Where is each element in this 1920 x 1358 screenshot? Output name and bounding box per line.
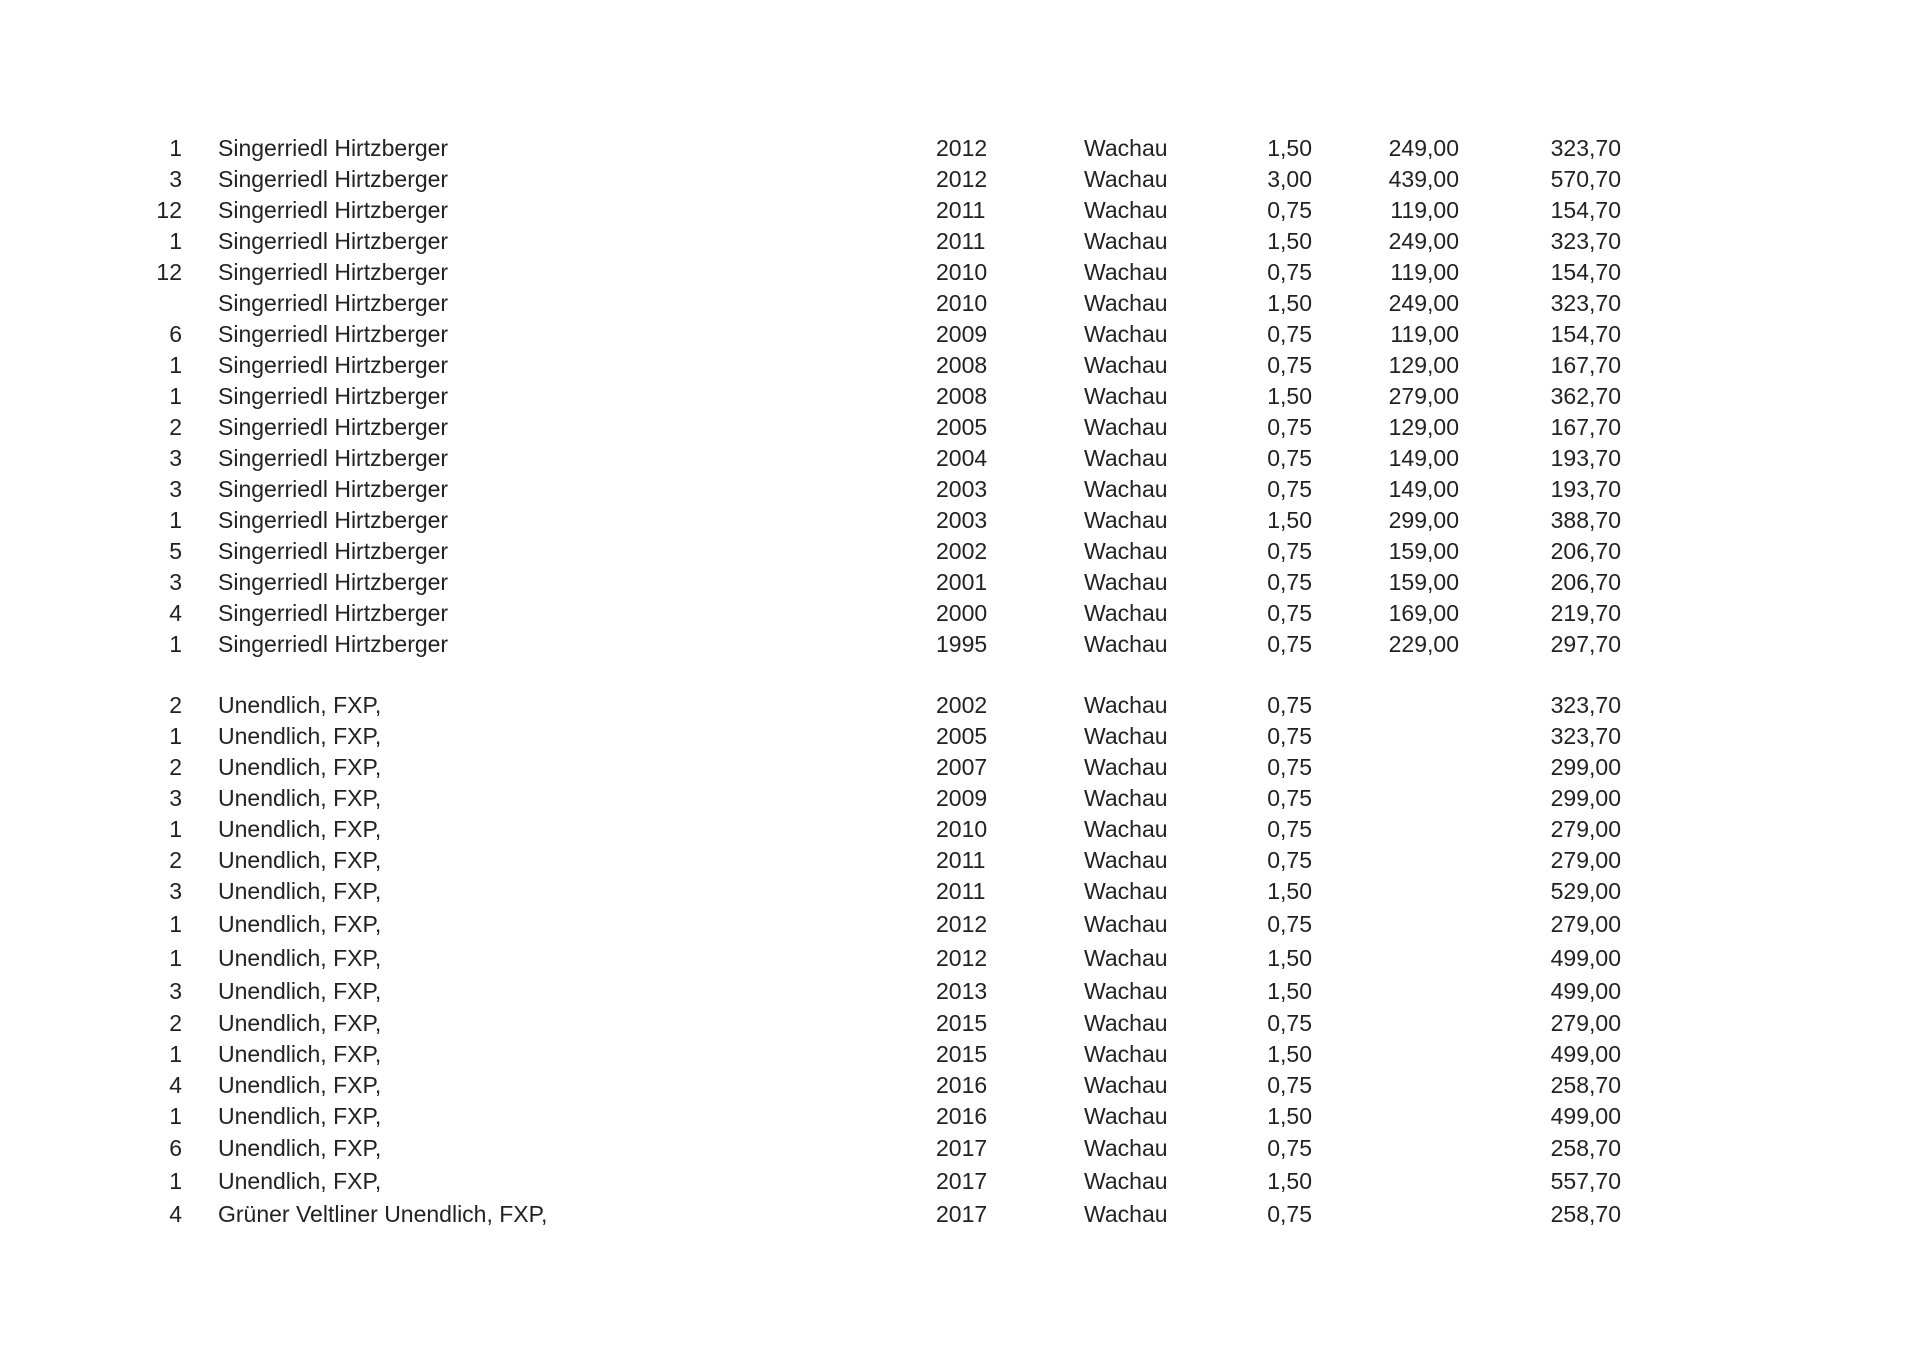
wine-name-cell: Singerriedl Hirtzberger <box>218 600 449 626</box>
bottle-size-cell: 1,50 <box>1267 290 1312 316</box>
vintage-cell: 2008 <box>936 383 988 409</box>
quantity-cell: 12 <box>156 259 182 285</box>
quantity-cell: 1 <box>169 816 182 842</box>
table-row <box>0 1166 1920 1196</box>
net-price-cell: 149,00 <box>1388 445 1459 471</box>
gross-price-cell: 279,00 <box>1550 847 1621 873</box>
wine-name-cell: Unendlich, FXP, <box>218 754 382 780</box>
quantity-cell: 3 <box>169 878 182 904</box>
wine-name-cell: Singerriedl Hirtzberger <box>218 228 449 254</box>
wine-name-cell: Singerriedl Hirtzberger <box>218 166 449 192</box>
vintage-cell: 1995 <box>936 631 988 657</box>
net-price-cell: 119,00 <box>1390 321 1459 347</box>
gross-price-cell: 499,00 <box>1550 945 1621 971</box>
wine-name-cell: Unendlich, FXP, <box>218 945 382 971</box>
bottle-size-cell: 0,75 <box>1267 1010 1312 1036</box>
bottle-size-cell: 1,50 <box>1267 945 1312 971</box>
wine-name-cell: Singerriedl Hirtzberger <box>218 507 449 533</box>
wine-name-cell: Unendlich, FXP, <box>218 723 382 749</box>
vintage-cell: 2011 <box>936 847 986 873</box>
quantity-cell: 3 <box>169 569 182 595</box>
gross-price-cell: 323,70 <box>1550 692 1621 718</box>
wine-name-cell: Singerriedl Hirtzberger <box>218 476 449 502</box>
vintage-cell: 2016 <box>936 1072 988 1098</box>
wine-name-cell: Unendlich, FXP, <box>218 785 382 811</box>
gross-price-cell: 193,70 <box>1550 476 1621 502</box>
region-cell: Wachau <box>1084 1103 1168 1129</box>
net-price-cell: 159,00 <box>1388 569 1459 595</box>
table-row <box>0 976 1920 1006</box>
net-price-cell: 439,00 <box>1388 166 1459 192</box>
gross-price-cell: 388,70 <box>1550 507 1621 533</box>
quantity-cell: 2 <box>169 692 182 718</box>
region-cell: Wachau <box>1084 383 1168 409</box>
region-cell: Wachau <box>1084 723 1168 749</box>
table-row <box>0 288 1920 318</box>
quantity-cell: 1 <box>169 1103 182 1129</box>
gross-price-cell: 299,00 <box>1550 754 1621 780</box>
wine-name-cell: Unendlich, FXP, <box>218 1072 382 1098</box>
wine-name-cell: Unendlich, FXP, <box>218 1041 382 1067</box>
region-cell: Wachau <box>1084 321 1168 347</box>
table-row <box>0 536 1920 566</box>
gross-price-cell: 154,70 <box>1550 197 1621 223</box>
quantity-cell: 1 <box>169 383 182 409</box>
gross-price-cell: 299,00 <box>1550 785 1621 811</box>
table-row <box>0 505 1920 535</box>
gross-price-cell: 323,70 <box>1550 228 1621 254</box>
vintage-cell: 2010 <box>936 816 988 842</box>
bottle-size-cell: 0,75 <box>1267 476 1312 502</box>
bottle-size-cell: 1,50 <box>1267 1103 1312 1129</box>
bottle-size-cell: 0,75 <box>1267 847 1312 873</box>
table-row <box>0 845 1920 875</box>
bottle-size-cell: 0,75 <box>1267 631 1312 657</box>
table-row <box>0 443 1920 473</box>
gross-price-cell: 529,00 <box>1550 878 1621 904</box>
wine-name-cell: Singerriedl Hirtzberger <box>218 569 449 595</box>
vintage-cell: 2002 <box>936 692 988 718</box>
wine-name-cell: Singerriedl Hirtzberger <box>218 538 449 564</box>
region-cell: Wachau <box>1084 785 1168 811</box>
table-row <box>0 909 1920 939</box>
bottle-size-cell: 0,75 <box>1267 197 1312 223</box>
bottle-size-cell: 0,75 <box>1267 445 1312 471</box>
region-cell: Wachau <box>1084 847 1168 873</box>
quantity-cell: 1 <box>169 228 182 254</box>
gross-price-cell: 279,00 <box>1550 816 1621 842</box>
vintage-cell: 2013 <box>936 978 988 1004</box>
gross-price-cell: 154,70 <box>1550 259 1621 285</box>
table-row <box>0 690 1920 720</box>
gross-price-cell: 279,00 <box>1550 1010 1621 1036</box>
bottle-size-cell: 0,75 <box>1267 692 1312 718</box>
vintage-cell: 2004 <box>936 445 988 471</box>
bottle-size-cell: 0,75 <box>1267 600 1312 626</box>
table-row <box>0 814 1920 844</box>
table-row <box>0 1070 1920 1100</box>
net-price-cell: 249,00 <box>1388 290 1459 316</box>
quantity-cell: 3 <box>169 785 182 811</box>
vintage-cell: 2011 <box>936 228 986 254</box>
quantity-cell: 1 <box>169 631 182 657</box>
gross-price-cell: 258,70 <box>1550 1072 1621 1098</box>
vintage-cell: 2012 <box>936 945 988 971</box>
wine-name-cell: Unendlich, FXP, <box>218 1010 382 1036</box>
vintage-cell: 2012 <box>936 135 988 161</box>
gross-price-cell: 167,70 <box>1550 414 1621 440</box>
quantity-cell: 3 <box>169 476 182 502</box>
gross-price-cell: 206,70 <box>1550 569 1621 595</box>
wine-name-cell: Singerriedl Hirtzberger <box>218 383 449 409</box>
net-price-cell: 229,00 <box>1388 631 1459 657</box>
gross-price-cell: 499,00 <box>1550 978 1621 1004</box>
bottle-size-cell: 0,75 <box>1267 911 1312 937</box>
bottle-size-cell: 1,50 <box>1267 507 1312 533</box>
table-row <box>0 195 1920 225</box>
gross-price-cell: 323,70 <box>1550 135 1621 161</box>
vintage-cell: 2017 <box>936 1135 988 1161</box>
table-row <box>0 783 1920 813</box>
gross-price-cell: 570,70 <box>1550 166 1621 192</box>
bottle-size-cell: 1,50 <box>1267 135 1312 161</box>
gross-price-cell: 323,70 <box>1550 290 1621 316</box>
wine-name-cell: Unendlich, FXP, <box>218 978 382 1004</box>
table-row <box>0 1101 1920 1131</box>
table-row <box>0 1199 1920 1229</box>
region-cell: Wachau <box>1084 352 1168 378</box>
wine-name-cell: Singerriedl Hirtzberger <box>218 259 449 285</box>
bottle-size-cell: 0,75 <box>1267 1135 1312 1161</box>
quantity-cell: 1 <box>169 723 182 749</box>
bottle-size-cell: 0,75 <box>1267 816 1312 842</box>
quantity-cell: 1 <box>169 1168 182 1194</box>
wine-name-cell: Singerriedl Hirtzberger <box>218 321 449 347</box>
vintage-cell: 2016 <box>936 1103 988 1129</box>
region-cell: Wachau <box>1084 978 1168 1004</box>
region-cell: Wachau <box>1084 1168 1168 1194</box>
quantity-cell: 12 <box>156 197 182 223</box>
quantity-cell: 2 <box>169 847 182 873</box>
table-row <box>0 1008 1920 1038</box>
table-row <box>0 474 1920 504</box>
region-cell: Wachau <box>1084 135 1168 161</box>
region-cell: Wachau <box>1084 166 1168 192</box>
vintage-cell: 2009 <box>936 321 988 347</box>
bottle-size-cell: 0,75 <box>1267 1201 1312 1227</box>
wine-name-cell: Unendlich, FXP, <box>218 878 382 904</box>
vintage-cell: 2003 <box>936 476 988 502</box>
net-price-cell: 129,00 <box>1388 414 1459 440</box>
quantity-cell: 4 <box>169 1072 182 1098</box>
region-cell: Wachau <box>1084 692 1168 718</box>
table-row <box>0 381 1920 411</box>
region-cell: Wachau <box>1084 1135 1168 1161</box>
bottle-size-cell: 1,50 <box>1267 1168 1312 1194</box>
vintage-cell: 2012 <box>936 166 988 192</box>
table-row <box>0 943 1920 973</box>
gross-price-cell: 499,00 <box>1550 1041 1621 1067</box>
net-price-cell: 249,00 <box>1388 135 1459 161</box>
wine-name-cell: Singerriedl Hirtzberger <box>218 631 449 657</box>
region-cell: Wachau <box>1084 1201 1168 1227</box>
region-cell: Wachau <box>1084 507 1168 533</box>
table-row <box>0 319 1920 349</box>
bottle-size-cell: 0,75 <box>1267 414 1312 440</box>
region-cell: Wachau <box>1084 1072 1168 1098</box>
table-row <box>0 412 1920 442</box>
bottle-size-cell: 0,75 <box>1267 785 1312 811</box>
table-row <box>0 1133 1920 1163</box>
gross-price-cell: 167,70 <box>1550 352 1621 378</box>
bottle-size-cell: 1,50 <box>1267 228 1312 254</box>
wine-name-cell: Singerriedl Hirtzberger <box>218 197 449 223</box>
net-price-cell: 119,00 <box>1390 197 1459 223</box>
wine-name-cell: Unendlich, FXP, <box>218 816 382 842</box>
net-price-cell: 299,00 <box>1388 507 1459 533</box>
bottle-size-cell: 0,75 <box>1267 723 1312 749</box>
region-cell: Wachau <box>1084 1010 1168 1036</box>
gross-price-cell: 279,00 <box>1550 911 1621 937</box>
region-cell: Wachau <box>1084 259 1168 285</box>
table-row <box>0 133 1920 163</box>
net-price-cell: 119,00 <box>1390 259 1459 285</box>
quantity-cell: 2 <box>169 754 182 780</box>
vintage-cell: 2010 <box>936 259 988 285</box>
region-cell: Wachau <box>1084 911 1168 937</box>
vintage-cell: 2009 <box>936 785 988 811</box>
wine-name-cell: Unendlich, FXP, <box>218 1168 382 1194</box>
quantity-cell: 1 <box>169 352 182 378</box>
quantity-cell: 6 <box>169 1135 182 1161</box>
quantity-cell: 4 <box>169 600 182 626</box>
table-row <box>0 752 1920 782</box>
region-cell: Wachau <box>1084 290 1168 316</box>
vintage-cell: 2015 <box>936 1010 988 1036</box>
region-cell: Wachau <box>1084 1041 1168 1067</box>
quantity-cell: 1 <box>169 945 182 971</box>
vintage-cell: 2005 <box>936 723 988 749</box>
vintage-cell: 2005 <box>936 414 988 440</box>
quantity-cell: 2 <box>169 414 182 440</box>
bottle-size-cell: 0,75 <box>1267 352 1312 378</box>
vintage-cell: 2017 <box>936 1201 988 1227</box>
region-cell: Wachau <box>1084 228 1168 254</box>
vintage-cell: 2017 <box>936 1168 988 1194</box>
gross-price-cell: 323,70 <box>1550 723 1621 749</box>
region-cell: Wachau <box>1084 631 1168 657</box>
wine-name-cell: Unendlich, FXP, <box>218 911 382 937</box>
gross-price-cell: 219,70 <box>1550 600 1621 626</box>
quantity-cell: 6 <box>169 321 182 347</box>
net-price-cell: 279,00 <box>1388 383 1459 409</box>
gross-price-cell: 362,70 <box>1550 383 1621 409</box>
table-row <box>0 164 1920 194</box>
region-cell: Wachau <box>1084 878 1168 904</box>
region-cell: Wachau <box>1084 414 1168 440</box>
region-cell: Wachau <box>1084 569 1168 595</box>
vintage-cell: 2003 <box>936 507 988 533</box>
quantity-cell: 1 <box>169 1041 182 1067</box>
quantity-cell: 1 <box>169 135 182 161</box>
gross-price-cell: 258,70 <box>1550 1201 1621 1227</box>
region-cell: Wachau <box>1084 538 1168 564</box>
quantity-cell: 2 <box>169 1010 182 1036</box>
table-row <box>0 598 1920 628</box>
bottle-size-cell: 0,75 <box>1267 754 1312 780</box>
wine-name-cell: Singerriedl Hirtzberger <box>218 290 449 316</box>
vintage-cell: 2011 <box>936 197 986 223</box>
table-row <box>0 257 1920 287</box>
table-row <box>0 876 1920 906</box>
net-price-cell: 129,00 <box>1388 352 1459 378</box>
bottle-size-cell: 0,75 <box>1267 538 1312 564</box>
vintage-cell: 2010 <box>936 290 988 316</box>
table-row <box>0 226 1920 256</box>
wine-name-cell: Singerriedl Hirtzberger <box>218 445 449 471</box>
bottle-size-cell: 1,50 <box>1267 978 1312 1004</box>
quantity-cell: 4 <box>169 1201 182 1227</box>
vintage-cell: 2015 <box>936 1041 988 1067</box>
vintage-cell: 2000 <box>936 600 988 626</box>
wine-name-cell: Unendlich, FXP, <box>218 692 382 718</box>
quantity-cell: 3 <box>169 445 182 471</box>
gross-price-cell: 154,70 <box>1550 321 1621 347</box>
bottle-size-cell: 0,75 <box>1267 259 1312 285</box>
net-price-cell: 149,00 <box>1388 476 1459 502</box>
gross-price-cell: 499,00 <box>1550 1103 1621 1129</box>
bottle-size-cell: 0,75 <box>1267 1072 1312 1098</box>
region-cell: Wachau <box>1084 600 1168 626</box>
bottle-size-cell: 3,00 <box>1267 166 1312 192</box>
bottle-size-cell: 0,75 <box>1267 569 1312 595</box>
net-price-cell: 249,00 <box>1388 228 1459 254</box>
wine-name-cell: Unendlich, FXP, <box>218 1135 382 1161</box>
region-cell: Wachau <box>1084 754 1168 780</box>
gross-price-cell: 557,70 <box>1550 1168 1621 1194</box>
vintage-cell: 2011 <box>936 878 986 904</box>
bottle-size-cell: 0,75 <box>1267 321 1312 347</box>
region-cell: Wachau <box>1084 945 1168 971</box>
table-row <box>0 1039 1920 1069</box>
net-price-cell: 169,00 <box>1388 600 1459 626</box>
region-cell: Wachau <box>1084 197 1168 223</box>
wine-name-cell: Singerriedl Hirtzberger <box>218 352 449 378</box>
vintage-cell: 2001 <box>936 569 988 595</box>
gross-price-cell: 258,70 <box>1550 1135 1621 1161</box>
table-row <box>0 629 1920 659</box>
wine-name-cell: Grüner Veltliner Unendlich, FXP, <box>218 1201 548 1227</box>
wine-name-cell: Singerriedl Hirtzberger <box>218 414 449 440</box>
gross-price-cell: 297,70 <box>1550 631 1621 657</box>
wine-name-cell: Singerriedl Hirtzberger <box>218 135 449 161</box>
table-row <box>0 350 1920 380</box>
region-cell: Wachau <box>1084 476 1168 502</box>
wine-name-cell: Unendlich, FXP, <box>218 1103 382 1129</box>
table-row <box>0 567 1920 597</box>
vintage-cell: 2008 <box>936 352 988 378</box>
table-row <box>0 721 1920 751</box>
vintage-cell: 2012 <box>936 911 988 937</box>
vintage-cell: 2007 <box>936 754 988 780</box>
wine-name-cell: Unendlich, FXP, <box>218 847 382 873</box>
quantity-cell: 1 <box>169 507 182 533</box>
vintage-cell: 2002 <box>936 538 988 564</box>
region-cell: Wachau <box>1084 816 1168 842</box>
bottle-size-cell: 1,50 <box>1267 383 1312 409</box>
net-price-cell: 159,00 <box>1388 538 1459 564</box>
bottle-size-cell: 1,50 <box>1267 1041 1312 1067</box>
gross-price-cell: 206,70 <box>1550 538 1621 564</box>
gross-price-cell: 193,70 <box>1550 445 1621 471</box>
region-cell: Wachau <box>1084 445 1168 471</box>
bottle-size-cell: 1,50 <box>1267 878 1312 904</box>
quantity-cell: 3 <box>169 166 182 192</box>
quantity-cell: 1 <box>169 911 182 937</box>
quantity-cell: 5 <box>169 538 182 564</box>
quantity-cell: 3 <box>169 978 182 1004</box>
